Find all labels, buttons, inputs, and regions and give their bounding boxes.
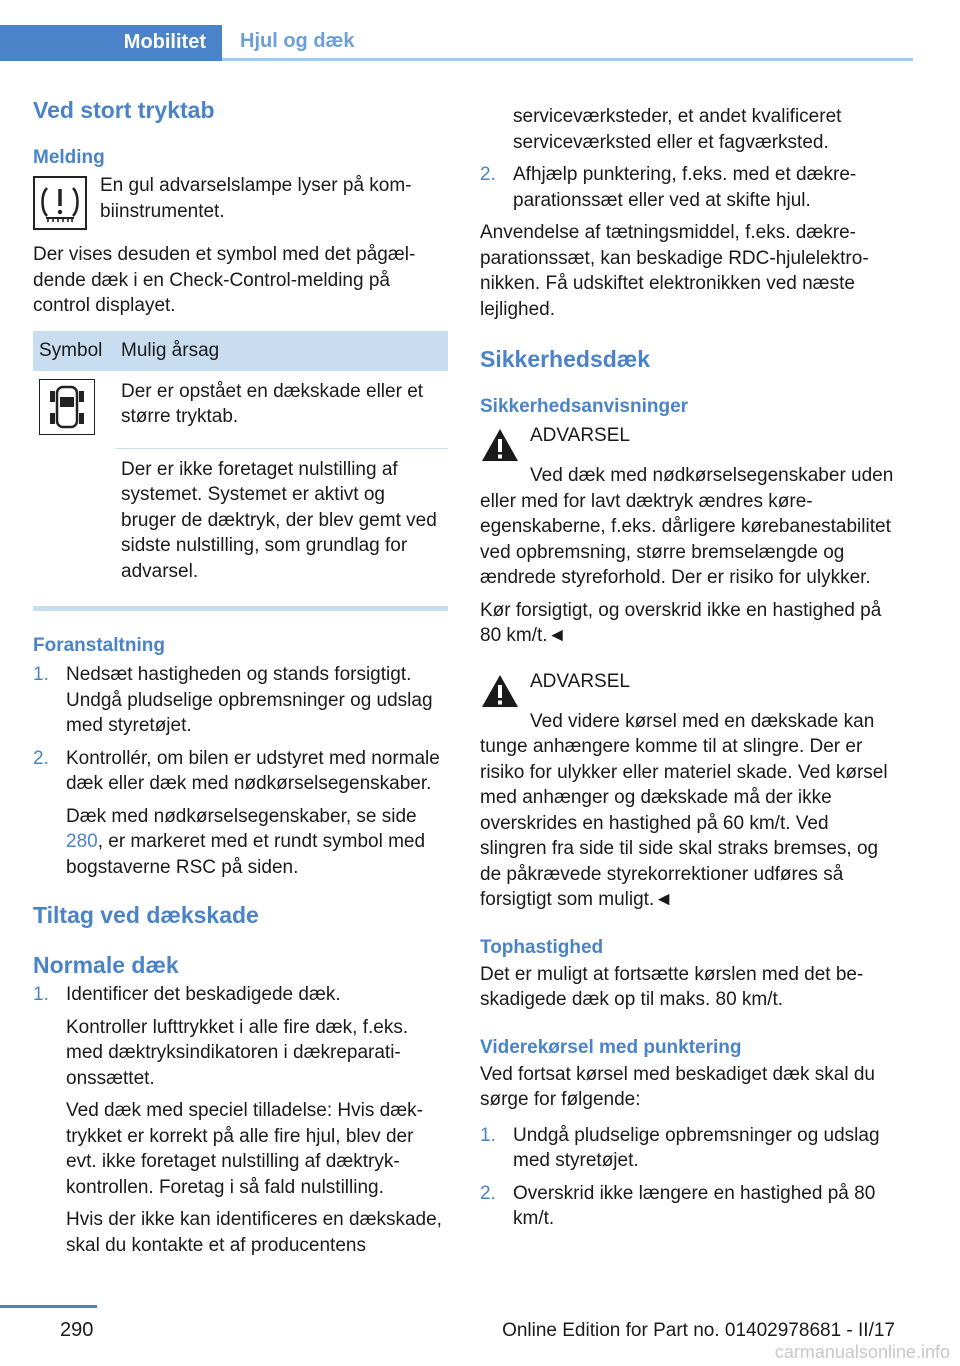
list-item: 2. Overskrid ikke længere en hastighed på 80 km/t.	[480, 1182, 876, 1229]
edition-text: Online Edition for Part no. 01402978681 - II/17	[502, 1320, 895, 1341]
advarsel-title: ADVARSEL	[530, 670, 630, 692]
table-header-cause: Mulig årsag	[115, 331, 448, 371]
heading-ved-stort-tryktab: Ved stort tryktab	[33, 97, 215, 123]
heading-normale-daek: Normale dæk	[33, 952, 179, 978]
cause-2: Der er ikke foretaget nulstilling af systemet. Systemet er aktivt og bruger de dæktryk, der blev gemt ved sidste nulstilling, som grundlag for advarsel.	[115, 448, 448, 598]
warning-triangle-icon	[480, 673, 520, 709]
left-column	[33, 95, 448, 1258]
warning-triangle-icon	[480, 427, 520, 463]
warning-block-1	[480, 423, 895, 649]
melding-row	[33, 172, 448, 230]
page-number: 290	[60, 1319, 94, 1341]
videre-list	[480, 1123, 895, 1232]
symbol-table	[33, 331, 448, 599]
right-column	[480, 104, 895, 1232]
car-tire-symbol-icon	[39, 379, 95, 435]
melding-text: En gul advarselslampe lyser på kombiinstrumentet.	[100, 175, 412, 222]
anvendelse-text: Anvendelse af tætningsmiddel, f.eks. dækreparationssæt, kan beskadige RDC-hjulelektronikken. Få udskiftet elektronikken ved næste lejlighed.	[480, 222, 869, 320]
list-item: 1. Nedsæt hastigheden og stands forsigtigt. Undgå pludselige opbremsninger og udslag med styretøjet.	[33, 664, 433, 736]
intro-text: Der vises desuden et symbol med det pågældende dæk i en Check-Control-melding på control displayet.	[33, 244, 416, 316]
list-item: 2. Kontrollér, om bilen er udstyret med normale dæk eller dæk med nødkørselsegenskaber. Dæk med nødkørselsegenskaber, se side 280, er markeret med et rundt symbol med bogstaverne RSC på siden.	[33, 747, 440, 878]
heading-tiltag: Tiltag ved dækskade	[33, 902, 259, 928]
foranstaltning-list	[33, 662, 448, 880]
list-item: 1. Undgå pludselige opbremsninger og udslag med styretøjet.	[480, 1124, 880, 1171]
heading-melding: Melding	[33, 147, 105, 168]
page-link-280[interactable]: 280	[66, 831, 98, 852]
table-row	[33, 448, 448, 598]
cause-1: Der er opstået en dækskade eller et større tryktab.	[121, 380, 424, 427]
heading-tophastighed: Tophastighed	[480, 936, 604, 958]
rsc-note: Dæk med nødkørselsegenskaber, se side 280, er markeret med et rundt symbol med bogstaverne RSC på siden.	[66, 805, 426, 878]
heading-viderekoersel: Viderekørsel med punktering	[480, 1036, 742, 1058]
tab-hjul-og-daek[interactable]: Hjul og dæk	[222, 25, 913, 61]
warning-block-2	[480, 669, 895, 913]
advarsel-text-1: Ved dæk med nødkørselsegenskaber uden eller med for lavt dæktryk ændres køreegenskaberne, f.eks. dårligere kørebanestabilitet ved opbremsning, større bremselængde og ændrede styreforhold. Der er risiko for ulykker.	[480, 465, 894, 588]
tire-pressure-warning-icon	[33, 176, 87, 230]
advarsel-title: ADVARSEL	[530, 425, 630, 446]
footer-rule	[0, 1305, 97, 1308]
videre-text: Ved fortsat kørsel med beskadiget dæk skal du sørge for følgende:	[480, 1063, 875, 1110]
tab-mobilitet[interactable]: Mobilitet	[0, 25, 222, 61]
heading-sikkerhedsanvisninger: Sikkerhedsanvisninger	[480, 396, 689, 417]
watermark: carmanualsonline.info	[774, 1342, 950, 1362]
heading-sikkerhedsdaek: Sikkerhedsdæk	[480, 346, 651, 372]
list-item: 2. Afhjælp punktering, f.eks. med et dækreparationssæt eller ved at skifte hjul.	[480, 164, 857, 211]
table-row	[33, 371, 448, 449]
cont-list	[480, 104, 895, 213]
heading-foranstaltning: Foranstaltning	[33, 635, 165, 656]
header-tabs	[0, 25, 895, 61]
list-item: serviceværksteder, et andet kvalificeret serviceværksted eller et fagværksted.	[513, 106, 842, 153]
top-text: Det er muligt at fortsætte kørslen med det beskadigede dæk op til maks. 80 km/t.	[480, 963, 864, 1010]
advarsel-text-2: Ved videre kørsel med en dækskade kan tunge anhængere komme til at slingre. Der er risiko for ulykker eller materiel skade. Ved kørsel med anhænger og dækskade må der ikke overskrides en hastighed på 60 km/t. Ved slingren fra side til side skal straks bremses, og de påkrævede styrekorrektioner udføres så forsigtigt som muligt.◄	[480, 710, 888, 910]
advarsel-tail-1: Kør forsigtigt, og overskrid ikke en hastighed på 80 km/t.◄	[480, 599, 882, 646]
table-header-symbol: Symbol	[33, 331, 115, 371]
normale-list	[33, 982, 448, 1258]
list-item: 1. Identificer det beskadigede dæk. Kontroller lufttrykket i alle fire dæk, f.eks. med dæktryksindikatoren i dækreparationssættet. Ved dæk med speciel tilladelse: Hvis dæktrykket er korrekt på alle fire hjul, blev der evt. ikke foretaget nulstilling af dæktrykkontrollen. Foretag i så fald nulstilling. Hvis der ikke kan identificeres en dækskade, skal du kontakte et af producentens	[33, 984, 442, 1256]
